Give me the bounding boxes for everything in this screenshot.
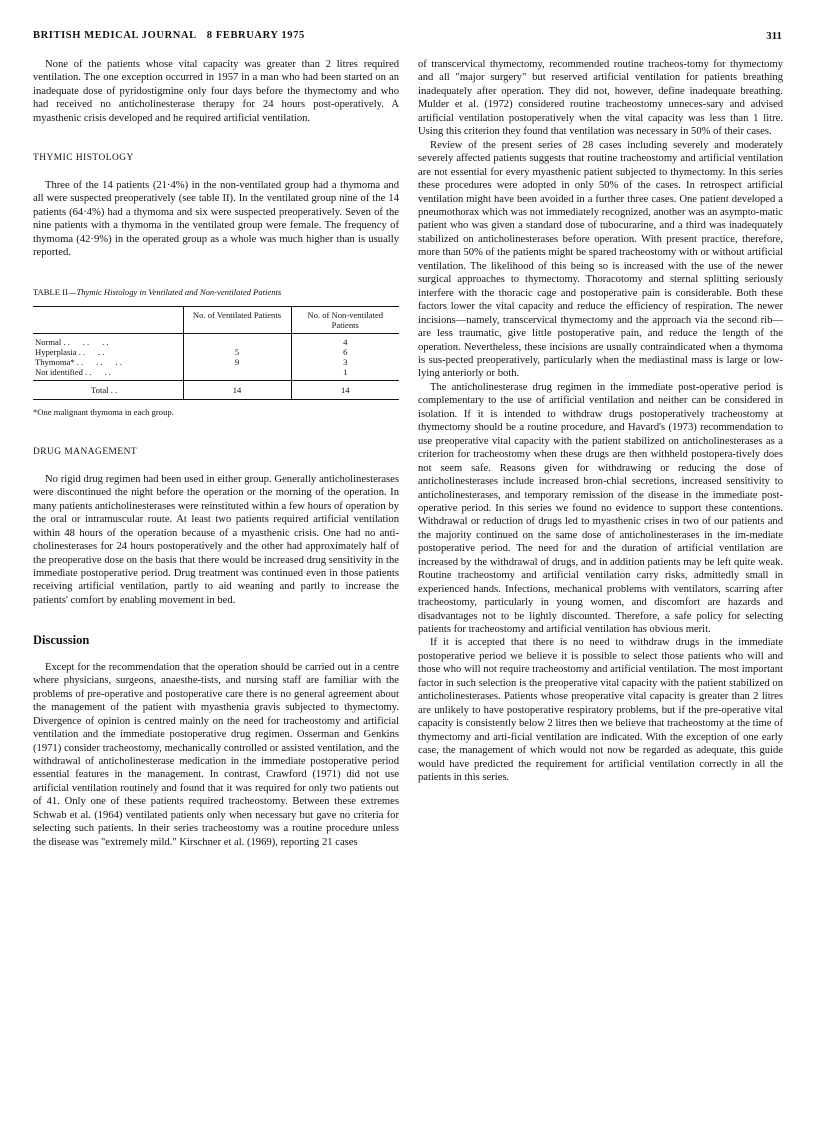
cell-non-ventilated: 3 <box>291 357 399 367</box>
row-label: Thymoma* <box>35 356 75 367</box>
total-ventilated: 14 <box>183 380 291 399</box>
paragraph-continued: of transcervical thymectomy, recommended routine tracheos-tomy for thymectomy and all "major surgery" but reserved artificial ventilation for patients breathing inadequately after operation. They did not, however, define inadequate breathing. Mulder et al. (1972) considered routine tracheostomy unneces-sary and advised artificial ventilation postoperatively when the vital capacity was less than 1 litre. Using this criterion they found that ventilation was necessary in 50% of their cases. <box>418 59 783 138</box>
issue-date: 8 FEBRUARY 1975 <box>206 30 305 41</box>
row-label: Normal <box>35 336 62 347</box>
table-caption <box>33 286 399 299</box>
paragraph-review-of-series: Review of the present series of 28 cases including severely and moderately severely affected patients suggests that routine tracheostomy and artificial ventilation are not essential for every myasthenic patient subjected to thymectomy. In this series these procedures were adopted in only 50% of the cases. In retrospect artificial ventilation might have been avoided in a further three cases. One patient developed a pneumothorax which was not immediately recognized, another was an asympto-matic patient who was given a standard dose of tubocurarine, and a third was inadequately stabilized on anticholinesterases before operation. With present practice, therefore, more than 50% of the patients might be spared tracheostomy with or without artificial ventilation. The likelihood of this being so is increased with the use of the newer surgical approaches to thymectomy. Thoracotomy and sternal splitting seriously interfere with the thoracic cage and postoperative pain is considerable. Both these factors lower the vital capacity and reduce the efficiency of respiration. The newer incisions—namely, transcervical thymectomy and the approach via the second rib—are less traumatic, give little postoperative pain, and reduce the length of the operation. Nevertheless, these incisions are usually contraindicated when a thymoma is sus-pected preoperatively, particularly when the mediastinal mass is large or low-lying anteriorly or both. <box>418 139 783 380</box>
histology-table <box>33 306 399 400</box>
cell-ventilated: 5 <box>183 347 291 357</box>
row-label: Not identified <box>35 366 83 377</box>
journal-title <box>33 30 305 41</box>
table-footnote: *One malignant thymoma in each group. <box>33 406 174 417</box>
cell-ventilated <box>183 333 291 347</box>
paragraph-drug-management: No rigid drug regimen had been used in either group. Generally anticholinesterases were discontinued the night before the operation or the morning of the operation. In many patients anticholinesterases were reinstituted within a few hours of operation by the oral or intramuscular route. At least two patients required artificial ventilation within 48 hours of the operation because of a myasthenic crisis. One had no anti-cholinesterases for 24 hours postoperatively and the other had approximately half of the preoperative dose on the basis that there would be increased drug sensitivity in the immediate postoperative period. Drug treatment was continued even in those patients receiving artificial ventilation, partly to aid weaning and partly to increase the patients' comfort by enabling movement in bed. <box>33 473 399 606</box>
paragraph-thymic-histology: Three of the 14 patients (21·4%) in the non-ventilated group had a thymoma and all were suspected preoperatively (see table II). In the ventilated group nine of the 14 patients (64·4%) had a thymoma and six were suspected preoperatively. Seven of the nine patients with a thymoma in the ventilated group were female. The frequency of thymoma (42·9%) in the operated group as a whole was much higher than is usually reported. <box>33 179 399 258</box>
table-title: Thymic Histology in Ventilated and Non-ventilated Patients <box>76 287 282 298</box>
table-row <box>33 333 399 347</box>
heading-discussion: Discussion <box>33 633 90 648</box>
row-leader-dots: . . . . <box>78 346 105 357</box>
row-leader-dots: . . <box>110 384 118 395</box>
section-heading-drug-management: DRUG MANAGEMENT <box>33 447 138 458</box>
cell-ventilated <box>183 367 291 381</box>
right-column <box>418 58 783 784</box>
running-header <box>33 30 782 46</box>
table-ii <box>33 286 399 419</box>
table-header-blank <box>33 306 183 333</box>
table-header-ventilated: No. of Ventilated Patients <box>183 306 291 333</box>
table-label: TABLE II— <box>33 287 77 298</box>
table-row <box>33 357 399 367</box>
journal-name: BRITISH MEDICAL JOURNAL <box>33 30 197 41</box>
cell-non-ventilated: 6 <box>291 347 399 357</box>
total-non-ventilated: 14 <box>291 380 399 399</box>
paragraph-discussion: Except for the recommendation that the operation should be carried out in a centre where physicians, surgeons, anaesthe-tists, and nursing staff are familiar with the problems of pre-operative and postoperative care there is no general agreement about the management of the patient with myasthenia gravis subjected to thymectomy. Divergence of opinion is centred mainly on the need for tracheostomy and artificial ventilation and the immediate postoperative drug regimen. Osserman and Genkins (1971) consider tracheostomy, mechanically controlled or assisted ventilation, and the withdrawal of anticholinesterase medication in the immediate postoperative period essential features in the management. In contrast, Crawford (1971) did not use artificial ventilation routinely and found that it was required for only two patients out of 41. Only one of these patients required tracheostomy. Between these extremes Schwab et al. (1964) ventilated patients only when necessary but gave no criteria for selecting such patients. In their series tracheostomy was a routine procedure unless the disease was "extremely mild." Kirschner et al. (1969), reporting 21 cases <box>33 661 399 848</box>
paragraph-selection-criteria: If it is accepted that there is no need to withdraw drugs in the immediate postoperative period we believe it is possible to select those patients who will and those who will not require tracheostomy and artificial ventilation. The most important factor in such selection is the preoperative vital capacity with the patient stabilized on anticholinesterases. Patients whose preoperative vital capacity is greater than 2 litres are unlikely to have postoperative respiratory problems, but if the pre-operative vital capacity is consistently below 2 litres then we believe that tracheostomy at the time of thymectomy and arti-ficial ventilation are indicated. With the exception of one early case, the management of which would not now be regarded as adequate, this guide would have predicted the requirement for artificial ventilation correctly in all the patients in this series. <box>418 637 783 784</box>
total-label: Total <box>91 384 109 395</box>
paragraph-drug-regimen: The anticholinesterase drug regimen in the immediate post-operative period is complementary to the use of artificial ventilation and neither can be considered in isolation. If it is intended to withdraw drugs postoperatively tracheostomy at thymectomy should be a routine procedure, and Havard's (1973) recommendation to use preoperative vital capacity with the patient stabilized on anticholinesterases as a criterion for tracheostomy when these drugs are then withheld postopera-tively does not seem safe. Reasons given for withdrawing or reducing the dose of anticholinesterases include increased bron-chial secretions, increased sensitivity to anticholinesterases, and temporary remission of the disease in the immediate post-operative period. In this series we found no evidence to support these contentions. Withdrawal or reduction of drugs led to myasthenic crises in two of our patients and the majority continued on the same dose of anticholinesterases in the im-mediate postoperative period. The need for and the duration of artificial ventilation are increased by the withdrawal of drugs, and in addition patients may be left quite weak. Routine tracheostomy and artificial ventilation carry risks, admittedly small in experienced hands. Infections, mechanical problems with ventilators, scarring after tracheostomy, particularly in young women, and discomfort are hazards and disadvantages not to be lightly discounted. Therefore, a safe policy for selecting patients for tracheostomy and artificial ventilation has obvious merit. <box>418 381 783 636</box>
row-leader-dots: . . . . . . <box>63 336 109 347</box>
table-total-row <box>33 380 399 399</box>
section-heading-thymic-histology: THYMIC HISTOLOGY <box>33 153 134 164</box>
cell-ventilated: 9 <box>183 357 291 367</box>
row-leader-dots: . . . . . . <box>76 356 122 367</box>
table-row <box>33 347 399 357</box>
cell-non-ventilated: 1 <box>291 367 399 381</box>
row-leader-dots: . . . . <box>85 366 111 377</box>
table-header-non-ventilated: No. of Non-ventilated Patients <box>291 306 399 333</box>
cell-non-ventilated: 4 <box>291 333 399 347</box>
left-column <box>33 58 399 849</box>
paragraph-vital-capacity: None of the patients whose vital capacity was greater than 2 litres required ventilation. The one exception occurred in 1957 in a man who had been started on an inadequate dose of pyridostigmine only four days before the thymectomy and who had received no anticholinesterase therapy for 24 hours post-operatively. A myasthenic crisis developed and he required artificial ventilation. <box>33 59 399 124</box>
row-label: Hyperplasia <box>35 346 77 357</box>
table-row <box>33 367 399 381</box>
page-number: 311 <box>766 30 782 42</box>
